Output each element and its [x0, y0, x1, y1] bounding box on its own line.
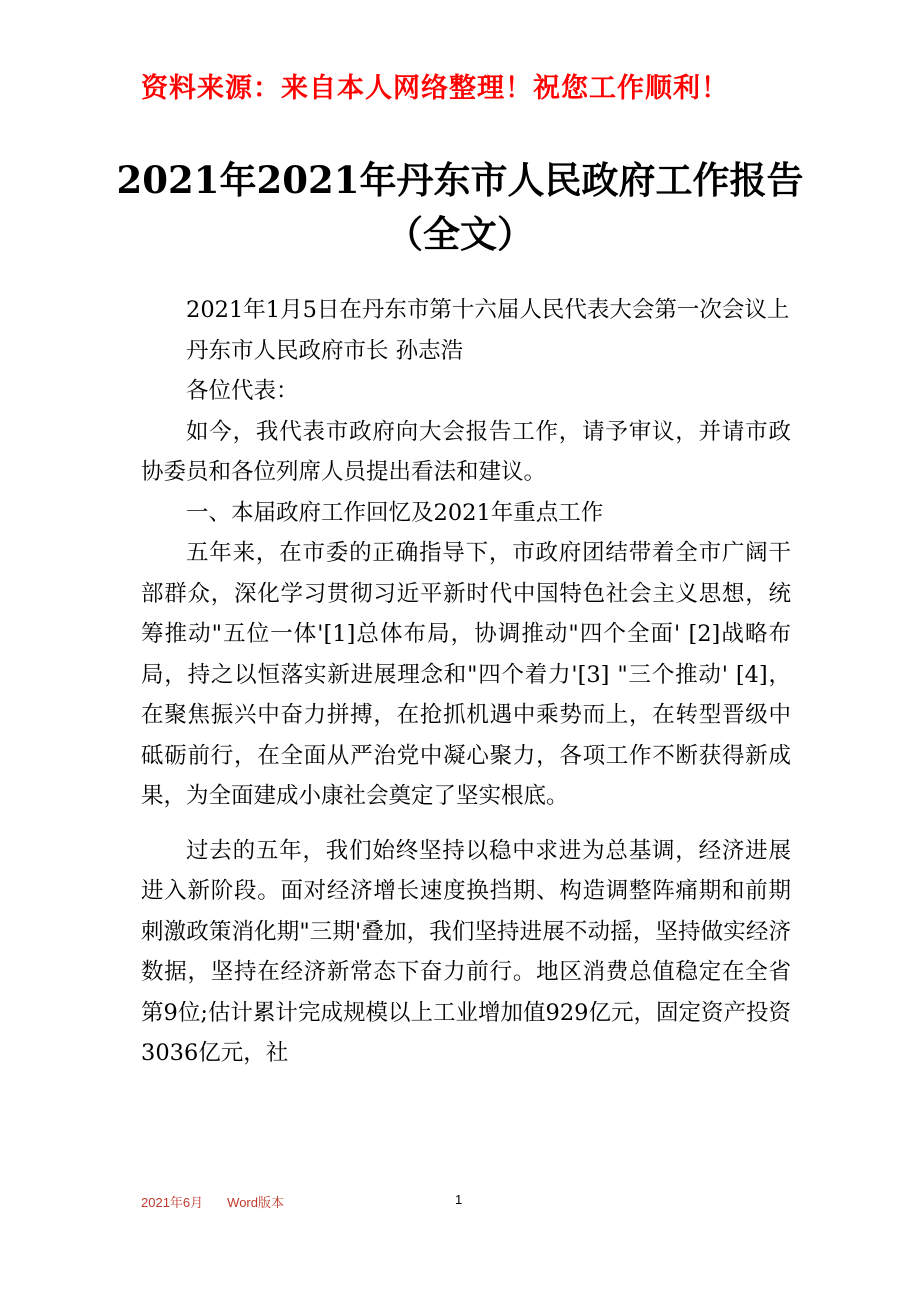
footer-date: 2021年6月	[141, 1195, 204, 1210]
meeting-info: 2021年1月5日在丹东市第十六届人民代表大会第一次会议上	[186, 297, 790, 323]
body-paragraph: 五年来，在市委的正确指导下，市政府团结带着全市广阔干部群众，深化学习贯彻习近平新时代中国特色社会主义思想，统筹推动"五位一体'[1]总体布局，协调推动"四个全面' [2]战略布局，持之以恒落实新进展理念和"四个着力'[3] "三个推动' [4]，在聚焦振兴中奋力拼搏，在抢抓机遇中乘势而上，在转型晋级中砥砺前行，在全面从严治党中凝心聚力，各项工作不断获得新成果，为全面建成小康社会奠定了坚实根底。	[141, 540, 791, 809]
salutation: 各位代表：	[186, 378, 299, 404]
document-body	[141, 290, 791, 1074]
document-title-line2: （全文）	[386, 212, 534, 256]
body-paragraph: 过去的五年，我们始终坚持以稳中求进为总基调，经济进展进入新阶段。面对经济增长速度换挡期、构造调整阵痛期和前期刺激政策消化期"三期'叠加，我们坚持进展不动摇，坚持做实经济数据，坚持在经济新常态下奋力前行。地区消费总值稳定在全省第9位;估计累计完成规模以上工业增加值929亿元，固定资产投资3036亿元，社	[141, 837, 791, 1066]
speaker-info: 丹东市人民政府市长 孙志浩	[186, 337, 464, 364]
source-note: 资料来源：来自本人网络整理！祝您工作顺利！	[141, 73, 729, 104]
body-paragraph: 如今，我代表市政府向大会报告工作，请予审议，并请市政协委员和各位列席人员提出看法和建议。	[141, 418, 791, 485]
section-heading: 一、本届政府工作回忆及2021年重点工作	[186, 499, 604, 526]
footer-info	[141, 1192, 284, 1211]
page-number: 1	[455, 1192, 463, 1207]
footer-version: Word版本	[227, 1195, 284, 1210]
document-title-line1: 2021年2021年丹东市人民政府工作报告	[116, 158, 804, 202]
